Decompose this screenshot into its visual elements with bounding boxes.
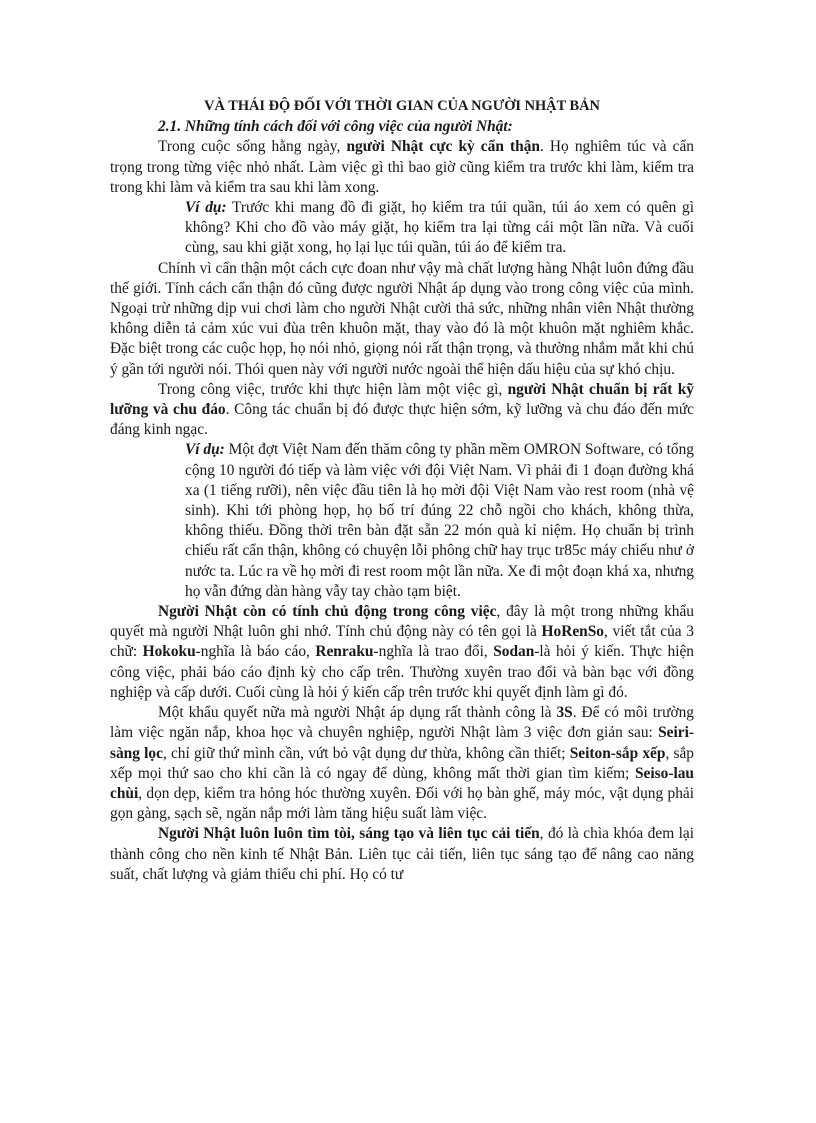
section-heading: 2.1. Những tính cách đối với công việc của người Nhật:	[158, 118, 513, 136]
document-page	[110, 96, 694, 885]
paragraph-3: Trong công việc, trước khi thực hiện làm một việc gì, người Nhật chuẩn bị rất kỹ lưỡng và chu đáo. Công tác chuẩn bị đó được thực hiện sớm, kỹ lưỡng và chu đáo đến mức đáng kinh ngạc.	[110, 380, 695, 439]
paragraph-6: Người Nhật luôn luôn tìm tòi, sáng tạo và liên tục cải tiến, đó là chìa khóa đem lại thành công cho nền kinh tế Nhật Bản. Liên tục cải tiến, liên tục sáng tạo để nâng cao năng suất, chất lượng và giảm thiểu chi phí. Họ có tư	[110, 825, 694, 883]
example-1: Ví dụ: Trước khi mang đồ đi giặt, họ kiểm tra túi quần, túi áo xem có quên gì không? Khi cho đồ vào máy giặt, họ kiểm tra lại từng cái một lần nữa. Và cuối cùng, sau khi giặt xong, họ lại lục túi quần, túi áo để kiểm tra.	[185, 199, 694, 257]
document-title: VÀ THÁI ĐỘ ĐỐI VỚI THỜI GIAN CỦA NGƯỜI NHẬT BẢN	[204, 98, 600, 114]
paragraph-1: Trong cuộc sống hằng ngày, người Nhật cực kỳ cẩn thận. Họ nghiêm túc và cẩn trọng trong từng việc nhỏ nhất. Làm việc gì thì bao giờ cũng kiểm tra trước khi làm, kiểm tra trong khi làm và kiểm tra sau khi làm xong.	[110, 138, 695, 196]
paragraph-4: Người Nhật còn có tính chủ động trong công việc, đây là một trong những khẩu quyết mà người Nhật luôn ghi nhớ. Tính chủ động này có tên gọi là HoRenSo, viết tắt của 3 chữ: Hokoku-nghĩa là báo cáo, Renraku-nghĩa là trao đổi, Sodan-là hỏi ý kiến. Thực hiện công việc, phải báo cáo định kỳ cho cấp trên. Thường xuyên trao đổi và bàn bạc với đồng nghiệp và cấp dưới. Cuối cùng là hỏi ý kiến cấp trên trước khi quyết định làm gì đó.	[110, 603, 695, 701]
paragraph-2: Chính vì cẩn thận một cách cực đoan như vậy mà chất lượng hàng Nhật luôn đứng đầu thế giới. Tính cách cẩn thận đó cũng được người Nhật áp dụng vào trong công việc của mình. Ngoại trừ những dịp vui chơi làm cho người Nhật cười thả sức, những nhân viên Nhật thường không diễn tả cảm xúc vui đùa trên khuôn mặt, thay vào đó là một khuôn mặt nghiêm khắc. Đặc biệt trong các cuộc họp, họ nói nhỏ, giọng nói rất thận trọng, và thường nhắm mắt khi chú ý gần tới người nói. Thói quen này với người nước ngoài thể hiện dấu hiệu của sự khó chịu.	[110, 259, 694, 378]
example-2: Ví dụ: Một đợt Việt Nam đến thăm công ty phần mềm OMRON Software, có tổng cộng 10 người đó tiếp và làm việc với đội Việt Nam. Vì phải đi 1 đoạn đường khá xa (1 tiếng rưỡi), nên việc đầu tiên là họ mời đội Việt Nam vào rest room (nhà vệ sinh). Khi tới phòng họp, họ bố trí đúng 22 chỗ ngồi cho khách, không thừa, không thiếu. Đồng thời trên bàn đặt sẵn 22 món quà kỉ niệm. Họ chuẩn bị trình chiếu rất cẩn thận, không có chuyện lỗi phông chữ hay trục tr85c máy chiếu như ở nước ta. Lúc ra về họ mời đi rest room một lần nữa. Xe đi một đoạn khá xa, nhưng họ vẫn đứng dàn hàng vẫy tay chào tạm biệt.	[185, 441, 694, 600]
paragraph-5: Một khẩu quyết nữa mà người Nhật áp dụng rất thành công là 3S. Để có môi trường làm việc ngăn nắp, khoa học và chuyên nghiệp, người Nhật làm 3 việc đơn giản sau: Seiri-sàng lọc, chỉ giữ thứ mình cần, vứt bỏ vật dụng dư thừa, không cần thiết; Seiton-sắp xếp, sắp xếp mọi thứ sao cho khi cần là có ngay để dùng, không mất thời gian tìm kiếm; Seiso-lau chùi, dọn dẹp, kiểm tra hỏng hóc thường xuyên. Đối với họ bàn ghế, máy móc, vật dụng phải gọn gàng, sạch sẽ, ngăn nắp mới làm tăng hiệu suất làm việc.	[110, 704, 694, 823]
